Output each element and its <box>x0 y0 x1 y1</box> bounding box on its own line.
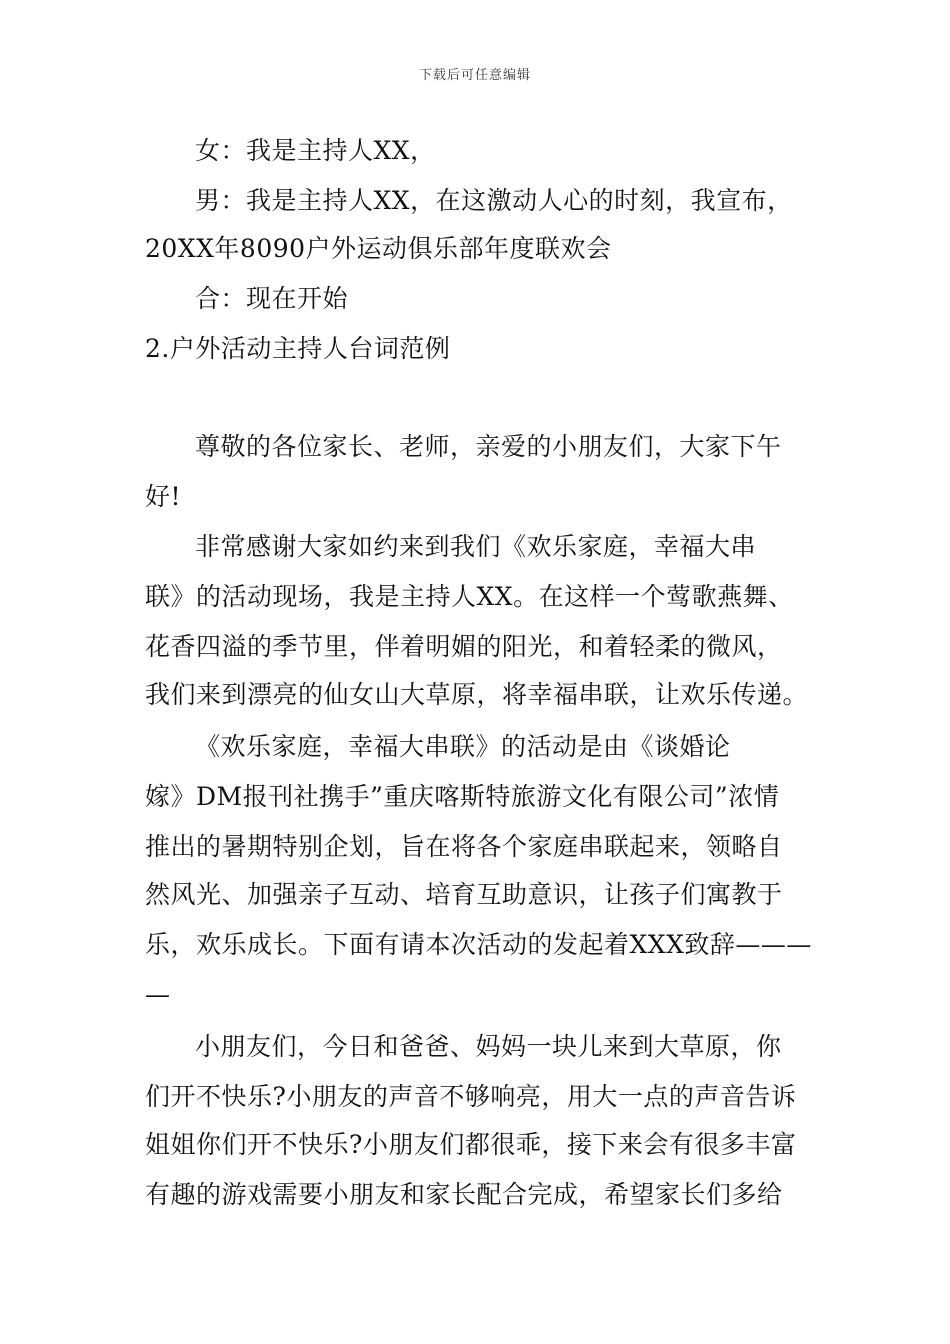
paragraph-line: 《欢乐家庭，幸福大串联》的活动是由《谈婚论 <box>195 732 731 761</box>
paragraph-line: 好! <box>145 482 182 511</box>
dialogue-line-male-cont: 20XX年8090户外运动俱乐部年度联欢会 <box>145 234 612 263</box>
dialogue-line-male: 男：我是主持人XX，在这激动人心的时刻，我宣布， <box>195 186 793 215</box>
page-header: 下载后可任意编辑 <box>418 68 531 83</box>
paragraph-line: — <box>145 980 171 1009</box>
paragraph-line: 我们来到漂亮的仙女山大草原，将幸福串联，让欢乐传递。 <box>145 680 809 709</box>
paragraph-line: 小朋友们，今日和爸爸、妈妈一块儿来到大草原，你 <box>195 1032 782 1061</box>
dialogue-line-female: 女：我是主持人XX， <box>195 136 436 165</box>
section-heading: 2.户外活动主持人台词范例 <box>145 334 451 363</box>
paragraph-line: 姐姐你们开不快乐?小朋友们都很乖，接下来会有很多丰富 <box>145 1130 797 1159</box>
paragraph-line: 联》的活动现场，我是主持人XX。在这样一个莺歌燕舞、 <box>145 582 794 611</box>
paragraph-line: 推出的暑期特别企划，旨在将各个家庭串联起来，领略自 <box>145 832 783 861</box>
paragraph-line: 花香四溢的季节里，伴着明媚的阳光，和着轻柔的微风， <box>145 632 783 661</box>
paragraph-line: 们开不快乐?小朋友的声音不够响亮，用大一点的声音告诉 <box>145 1082 797 1111</box>
paragraph-line: 嫁》DM报刊社携手”重庆喀斯特旅游文化有限公司”浓情 <box>145 782 780 811</box>
dialogue-line-together: 合：现在开始 <box>195 284 349 313</box>
paragraph-line: 尊敬的各位家长、老师，亲爱的小朋友们，大家下午 <box>195 432 782 461</box>
paragraph-line: 然风光、加强亲子互动、培育互助意识，让孩子们寓教于 <box>145 880 783 909</box>
paragraph-line: 乐，欢乐成长。下面有请本次活动的发起着XXX致辞——— <box>145 930 812 959</box>
paragraph-line: 有趣的游戏需要小朋友和家长配合完成，希望家长们多给 <box>145 1180 783 1209</box>
paragraph-line: 非常感谢大家如约来到我们《欢乐家庭，幸福大串 <box>195 532 757 561</box>
